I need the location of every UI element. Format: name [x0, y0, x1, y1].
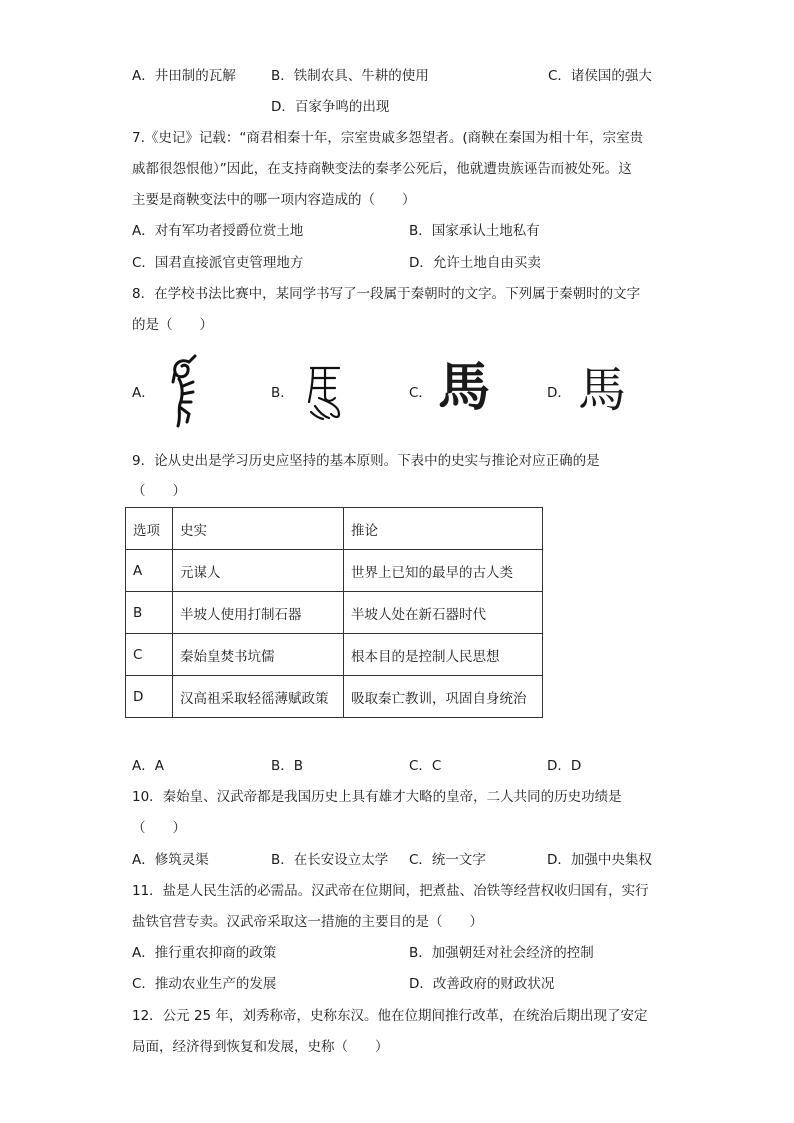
- regular-script-horse-glyph: 馬: [578, 362, 627, 418]
- q11-option-d[interactable]: D．改善政府的财政状况: [409, 976, 555, 992]
- q6-option-c[interactable]: C．诸侯国的强大: [548, 68, 652, 84]
- q7-option-a[interactable]: A．对有军功者授爵位赏土地: [132, 223, 304, 239]
- table-cell: 半坡人使用打制石器: [173, 592, 344, 634]
- seal-script-horse-glyph: [305, 362, 347, 420]
- table-row: [126, 676, 543, 718]
- q12-stem-line-2: 局面，经济得到恢复和发展，史称（ ）: [132, 1039, 389, 1055]
- q7-option-d[interactable]: D．允许土地自由买卖: [409, 255, 541, 271]
- q12-stem-line-1: 12．公元 25 年，刘秀称帝，史称东汉。他在位期间推行改革，在统治后期出现了安定: [132, 1008, 648, 1024]
- table-header-row: [126, 508, 543, 550]
- q10-option-c[interactable]: C．统一文字: [409, 852, 486, 868]
- q10-option-b[interactable]: B．在长安设立太学: [271, 852, 389, 868]
- q8-option-b-label[interactable]: B．: [271, 385, 294, 401]
- table-header-cell: 史实: [173, 508, 344, 550]
- q11-option-a[interactable]: A．推行重农抑商的政策: [132, 945, 277, 961]
- table-cell: 吸取秦亡教训，巩固自身统治: [344, 676, 543, 718]
- table-header-cell: 选项: [126, 508, 173, 550]
- q6-option-d[interactable]: D．百家争鸣的出现: [271, 99, 390, 115]
- q11-stem-line-1: 11．盐是人民生活的必需品。汉武帝在位期间，把煮盐、冶铁等经营权收归国有，实行: [132, 883, 649, 899]
- table-cell: D: [126, 676, 173, 718]
- q11-option-b[interactable]: B．加强朝廷对社会经济的控制: [409, 945, 594, 961]
- q9-option-a[interactable]: A．A: [132, 758, 164, 774]
- table-row: [126, 550, 543, 592]
- q10-option-a[interactable]: A．修筑灵渠: [132, 852, 209, 868]
- q9-stem-line-1: 9．论从史出是学习历史应坚持的基本原则。下表中的史实与推论对应正确的是: [132, 453, 600, 469]
- history-facts-table: [125, 507, 543, 718]
- table-cell: C: [126, 634, 173, 676]
- table-header-cell: 推论: [344, 508, 543, 550]
- oracle-bone-horse-glyph: [163, 352, 203, 432]
- q8-stem-line-1: 8．在学校书法比赛中，某同学书写了一段属于秦朝时的文字。下列属于秦朝时的文字: [132, 286, 641, 302]
- q6-option-a[interactable]: A．井田制的瓦解: [132, 68, 236, 84]
- table-cell: 半坡人处在新石器时代: [344, 592, 543, 634]
- q8-stem-line-2: 的是（ ）: [132, 317, 213, 333]
- q7-stem-line-1: 7.《史记》记载：“商君相秦十年，宗室贵戚多怨望者。(商鞅在秦国为相十年，宗室贵: [132, 130, 644, 146]
- table-cell: 世界上已知的最早的古人类: [344, 550, 543, 592]
- table-cell: 汉高祖采取轻徭薄赋政策: [173, 676, 344, 718]
- q7-option-c[interactable]: C．国君直接派官吏管理地方: [132, 255, 304, 271]
- table-cell: 根本目的是控制人民思想: [344, 634, 543, 676]
- table-cell: 元谋人: [173, 550, 344, 592]
- q8-option-d-label[interactable]: D．: [547, 385, 571, 401]
- q8-option-a-label[interactable]: A．: [132, 385, 155, 401]
- table-cell: B: [126, 592, 173, 634]
- q8-option-c-label[interactable]: C．: [409, 385, 432, 401]
- q7-stem-line-3: 主要是商鞅变法中的哪一项内容造成的（ ）: [132, 192, 416, 208]
- table-cell: 秦始皇焚书坑儒: [173, 634, 344, 676]
- q7-option-b[interactable]: B．国家承认土地私有: [409, 223, 540, 239]
- table-row: [126, 592, 543, 634]
- q7-stem-line-2: 戚都很怨恨他）”因此，在支持商鞅变法的秦孝公死后，他就遭贵族诬告而被处死。这: [132, 161, 632, 177]
- q9-stem-line-2: （ ）: [132, 483, 186, 499]
- q10-stem-line-2: （ ）: [132, 820, 186, 836]
- q9-option-d[interactable]: D．D: [547, 758, 582, 774]
- q10-option-d[interactable]: D．加强中央集权: [547, 852, 652, 868]
- q9-option-c[interactable]: C．C: [409, 758, 442, 774]
- q11-stem-line-2: 盐铁官营专卖。汉武帝采取这一措施的主要目的是（ ）: [132, 914, 483, 930]
- table-row: [126, 634, 543, 676]
- clerical-script-horse-glyph: 馬: [438, 357, 491, 418]
- q9-option-b[interactable]: B．B: [271, 758, 304, 774]
- q6-option-b[interactable]: B．铁制农具、牛耕的使用: [271, 68, 429, 84]
- q10-stem-line-1: 10．秦始皇、汉武帝都是我国历史上具有雄才大略的皇帝，二人共同的历史功绩是: [132, 789, 622, 805]
- q11-option-c[interactable]: C．推动农业生产的发展: [132, 976, 277, 992]
- table-cell: A: [126, 550, 173, 592]
